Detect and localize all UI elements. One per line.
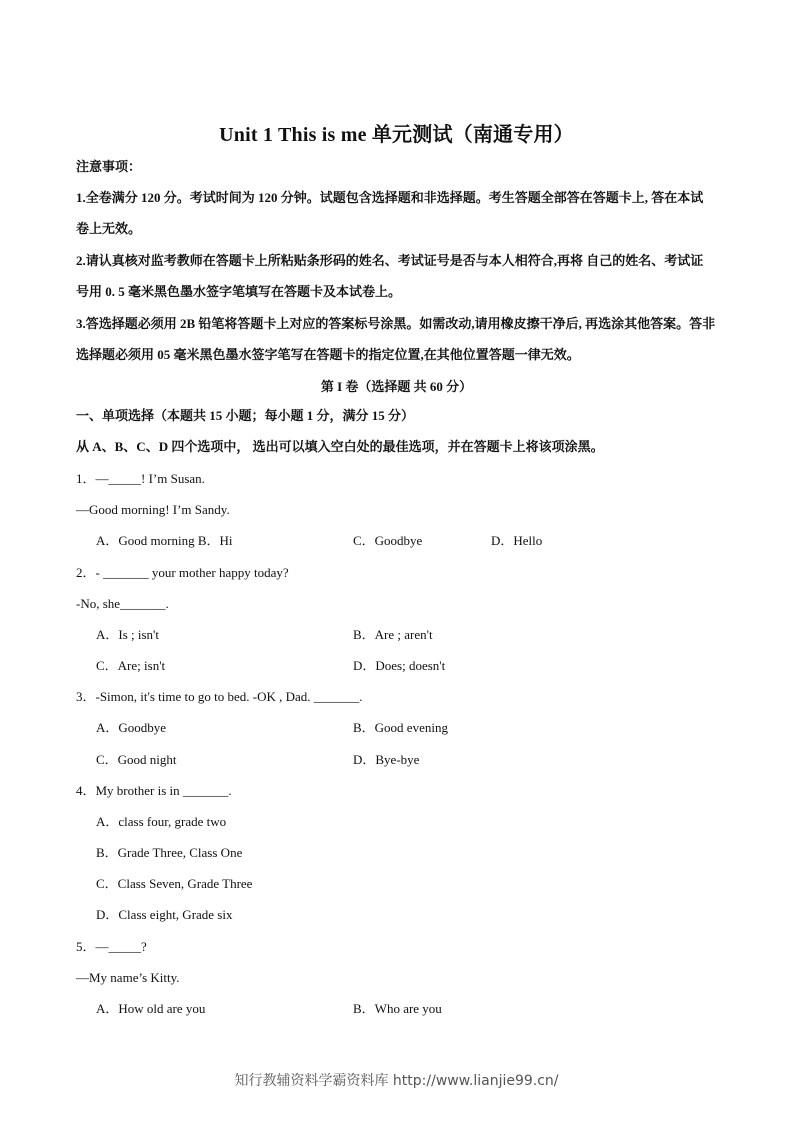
question-2-option-a[interactable]: A．Is ; isn't [96,627,160,642]
notice-item-3: 3.答选择题必须用 2B 铅笔将答题卡上对应的答案标号涂黑。如需改动,请用橡皮擦干净后, 再选涂其他答案。答非选择题必须用 05 毫米黑色墨水签字笔写在答题卡的指定位置,在其他位置答题一律无效。 [76,316,716,362]
question-5-option-b[interactable]: B．Who are you [353,1001,442,1016]
question-4-option-a[interactable]: A．class four, grade two [96,814,227,829]
section-title: 一、单项选择（本题共 15 小题；每小题 1 分，满分 15 分） [76,408,415,423]
question-1-stem: 1．—_____! I’m Susan. [76,471,205,486]
question-2-option-b[interactable]: B．Are ; aren't [353,627,433,642]
question-1-line-2: —Good morning! I’m Sandy. [76,502,230,517]
notice-heading: 注意事项： [76,159,142,174]
question-2-stem: 2．- _______ your mother happy today? [76,565,289,580]
question-1-option-ab[interactable]: A．Good morning B．Hi [96,533,233,548]
question-4-stem: 4．My brother is in _______. [76,783,232,798]
question-3-option-d[interactable]: D．Bye-bye [353,752,420,767]
page-title: Unit 1 This is me 单元测试（南通专用） [219,124,574,146]
question-2-option-d[interactable]: D．Does; doesn't [353,658,446,673]
question-4-option-b[interactable]: B．Grade Three, Class One [96,845,243,860]
question-4-option-d[interactable]: D．Class eight, Grade six [96,907,233,922]
question-3-option-c[interactable]: C．Good night [96,752,177,767]
question-4-option-c[interactable]: C．Class Seven, Grade Three [96,876,253,891]
question-2-option-c[interactable]: C．Are; isn't [96,658,166,673]
question-3-stem: 3．-Simon, it's time to go to bed. -OK , Dad. _______. [76,689,363,704]
notice-item-2: 2.请认真核对监考教师在答题卡上所粘贴条形码的姓名、考试证号是否与本人相符合,再将 自己的姓名、考试证号用 0. 5 毫米黑色墨水签字笔填写在答题卡及本试卷上。 [76,253,704,299]
question-5-line-2: —My name’s Kitty. [76,970,180,985]
footer-watermark: 知行教辅资料学霸资料库 http://www.lianjie99.cn/ [234,1073,559,1089]
question-3-option-b[interactable]: B．Good evening [353,720,448,735]
question-2-line-2: -No, she_______. [76,596,169,611]
instruction: 从 A、B、C、D 四个选项中， 选出可以填入空白处的最佳选项，并在答题卡上将该项涂黑。 [76,439,604,454]
question-5-stem: 5．—_____? [76,939,147,954]
notice-item-1: 1.全卷满分 120 分。考试时间为 120 分钟。试题包含选择题和非选择题。考生答题全部答在答题卡上, 答在本试卷上无效。 [76,190,704,236]
question-5-option-a[interactable]: A．How old are you [96,1001,206,1016]
question-1-option-c[interactable]: C．Goodbye [353,533,423,548]
part-title: 第 I 卷（选择题 共 60 分） [320,379,473,394]
question-1-option-d[interactable]: D．Hello [491,533,543,548]
question-3-option-a[interactable]: A．Goodbye [96,720,167,735]
